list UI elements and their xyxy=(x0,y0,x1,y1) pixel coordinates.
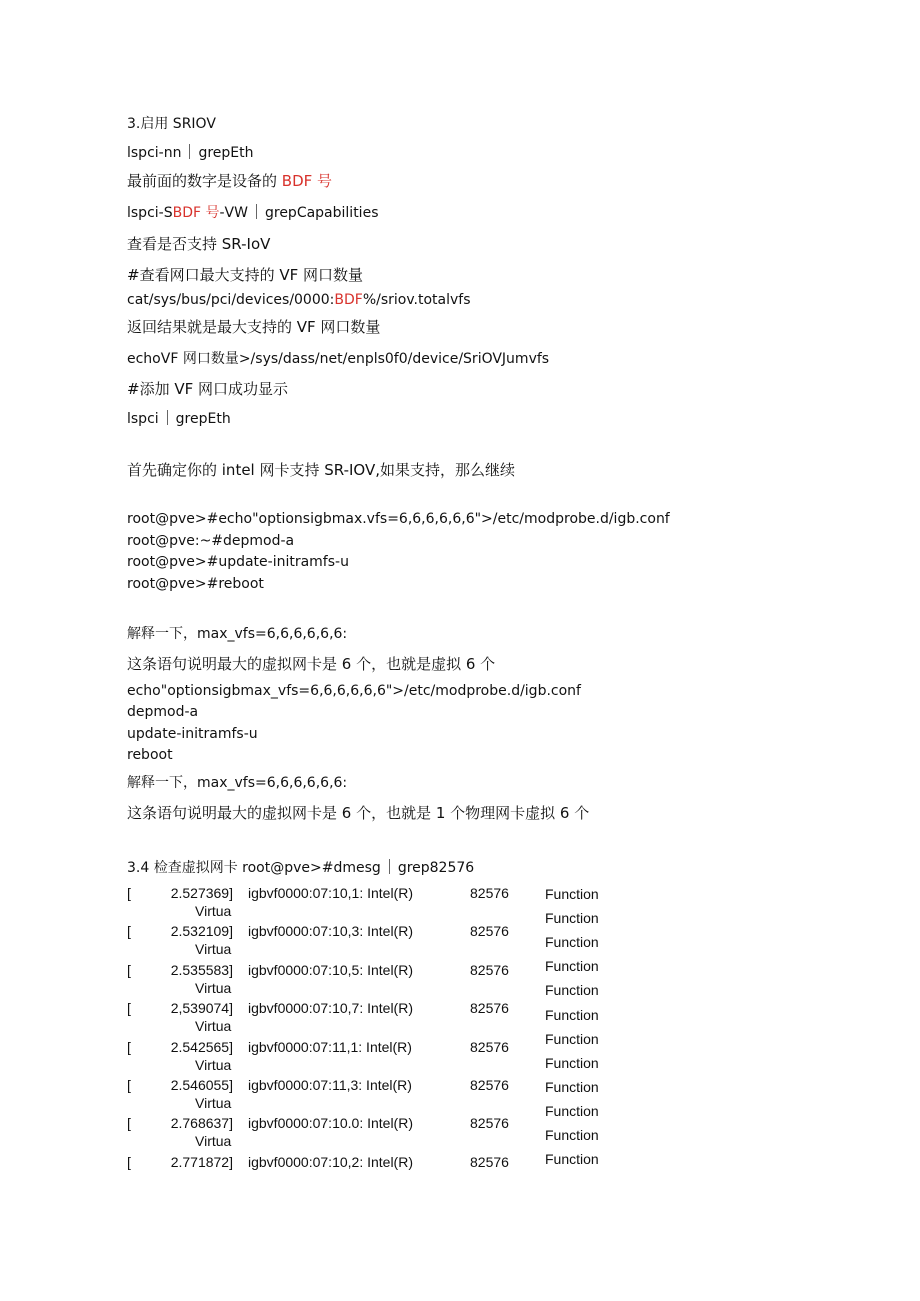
dmesg-timestamp: 2.546055] xyxy=(170,1077,233,1093)
dmesg-model: 82576 xyxy=(470,1000,509,1017)
text-part: 3.4 检查虚拟网卡 root@pve>#dmesg xyxy=(127,860,381,876)
explain-2: 这条语句说明最大的虚拟网卡是 6 个，也就是虚拟 6 个 xyxy=(127,655,496,673)
dmesg-timestamp: 2.542565] xyxy=(170,1038,233,1055)
dmesg-bracket: [ xyxy=(127,1153,131,1170)
dmesg-device: igbvf0000:07:11,1: Intel(R) xyxy=(248,1038,412,1055)
dmesg-device: igbvf0000:07:10,5: Intel(R) xyxy=(248,961,413,978)
dmesg-model: 82576 xyxy=(470,923,509,940)
dmesg-virtua: Virtua xyxy=(195,1095,232,1111)
dmesg-model: 82576 xyxy=(470,961,509,978)
dmesg-function: Function xyxy=(545,1127,599,1143)
dmesg-function: Function xyxy=(545,1006,599,1023)
cmd-echo-numvfs: echoVF 网口数量>/sys/dass/net/enpls0f0/device/SriOVJumvfs xyxy=(127,351,550,367)
pipe-separator xyxy=(389,859,390,874)
cmd-root-reboot: root@pve>#reboot xyxy=(127,576,264,592)
dmesg-bracket: [ xyxy=(127,1115,131,1132)
dmesg-virtua: Virtua xyxy=(195,1133,232,1150)
cmd-lspci-grep xyxy=(127,410,231,428)
dmesg-bracket: [ xyxy=(127,885,131,901)
dmesg-virtua: Virtua xyxy=(195,1056,232,1073)
cmd-cat-totalvfs xyxy=(127,291,471,309)
cmd-part: lspci xyxy=(127,411,159,427)
bdf-highlight: BDF 号 xyxy=(172,205,220,221)
dmesg-timestamp: 2.771872] xyxy=(170,1153,233,1170)
dmesg-function: Function xyxy=(545,1078,599,1095)
dmesg-model: 82576 xyxy=(470,1077,509,1093)
dmesg-device: igbvf0000:07:10,1: Intel(R) xyxy=(248,885,413,901)
dmesg-function: Function xyxy=(545,1102,599,1119)
dmesg-device: igbvf0000:07:10.0: Intel(R) xyxy=(248,1115,413,1132)
heading-enable-sriov: 3.启用 SRIOV xyxy=(127,116,216,132)
cmd-lspci-nn xyxy=(127,144,254,162)
cmd-lspci-s xyxy=(127,204,378,222)
cmd-echo: echo"optionsigbmax_vfs=6,6,6,6,6,6">/etc/modprobe.d/igb.conf xyxy=(127,683,581,699)
dmesg-bracket: [ xyxy=(127,1000,131,1017)
cmd-part: -VW xyxy=(219,205,248,221)
cmd-depmod: depmod-a xyxy=(127,704,199,720)
dmesg-function: Function xyxy=(545,934,599,951)
dmesg-device: igbvf0000:07:10,7: Intel(R) xyxy=(248,1000,413,1017)
dmesg-timestamp: 2.532109] xyxy=(170,923,233,940)
check-vnic-heading xyxy=(127,859,474,877)
dmesg-bracket: [ xyxy=(127,1038,131,1055)
explain-4: 这条语句说明最大的虚拟网卡是 6 个，也就是 1 个物理网卡虚拟 6 个 xyxy=(127,804,590,822)
cmd-part: lspci-nn xyxy=(127,145,182,161)
dmesg-virtua: Virtua xyxy=(195,979,232,996)
dmesg-virtua: Virtua xyxy=(195,903,232,919)
cmd-part: grepEth xyxy=(175,411,231,427)
dmesg-virtua: Virtua xyxy=(195,1018,232,1035)
pipe-separator xyxy=(256,204,257,219)
dmesg-function: Function xyxy=(545,1030,599,1047)
dmesg-timestamp: 2.768637] xyxy=(170,1115,233,1132)
dmesg-device: igbvf0000:07:11,3: Intel(R) xyxy=(248,1077,412,1093)
dmesg-function: Function xyxy=(545,1054,599,1071)
explain-1: 解释一下，max_vfs=6,6,6,6,6,6: xyxy=(127,626,348,642)
cmd-part: grepCapabilities xyxy=(264,205,379,221)
dmesg-bracket: [ xyxy=(127,961,131,978)
pipe-separator xyxy=(189,144,190,159)
dmesg-function: Function xyxy=(545,958,599,975)
pipe-separator xyxy=(167,410,168,425)
comment-max-vf: #查看网口最大支持的 VF 网口数量 xyxy=(127,266,363,284)
dmesg-function: Function xyxy=(545,886,599,902)
dmesg-device: igbvf0000:07:10,2: Intel(R) xyxy=(248,1153,413,1170)
dmesg-model: 82576 xyxy=(470,1038,509,1055)
cmd-root-depmod: root@pve:~#depmod-a xyxy=(127,533,295,549)
dmesg-timestamp: 2.527369] xyxy=(170,885,233,901)
dmesg-bracket: [ xyxy=(127,923,131,940)
dmesg-timestamp: 2.535583] xyxy=(170,961,233,978)
bdf-highlight: BDF xyxy=(334,292,363,308)
dmesg-function: Function xyxy=(545,1151,599,1168)
intro-intel: 首先确定你的 intel 网卡支持 SR-IOV,如果支持，那么继续 xyxy=(127,461,516,479)
cmd-root-update: root@pve>#update-initramfs-u xyxy=(127,554,349,570)
return-explain: 返回结果就是最大支持的 VF 网口数量 xyxy=(127,318,381,336)
dmesg-model: 82576 xyxy=(470,885,509,901)
cmd-part: lspci-S xyxy=(127,205,173,221)
cmd-part: cat/sys/bus/pci/devices/0000: xyxy=(127,292,335,308)
dmesg-function: Function xyxy=(545,982,599,999)
bdf-highlight: BDF 号 xyxy=(281,172,333,190)
explain-3: 解释一下，max_vfs=6,6,6,6,6,6: xyxy=(127,775,348,791)
cmd-reboot: reboot xyxy=(127,747,173,763)
dmesg-model: 82576 xyxy=(470,1115,509,1132)
dmesg-timestamp: 2,539074] xyxy=(170,1000,233,1017)
bdf-explain xyxy=(127,172,332,190)
dmesg-model: 82576 xyxy=(470,1153,509,1170)
dmesg-virtua: Virtua xyxy=(195,941,232,958)
text-part: 最前面的数字是设备的 xyxy=(127,172,282,190)
cmd-part: %/sriov.totalvfs xyxy=(362,292,471,308)
dmesg-function: Function xyxy=(545,910,599,927)
text-part: grep82576 xyxy=(397,860,475,876)
cmd-update: update-initramfs-u xyxy=(127,726,258,742)
cmd-root-echo: root@pve>#echo"optionsigbmax.vfs=6,6,6,6,6,6">/etc/modprobe.d/igb.conf xyxy=(127,511,670,527)
dmesg-device: igbvf0000:07:10,3: Intel(R) xyxy=(248,923,413,940)
comment-add-vf: #添加 VF 网口成功显示 xyxy=(127,380,288,398)
cmd-part: grepEth xyxy=(198,145,254,161)
dmesg-bracket: [ xyxy=(127,1077,131,1093)
check-sriov: 查看是否支持 SR-IoV xyxy=(127,235,271,253)
